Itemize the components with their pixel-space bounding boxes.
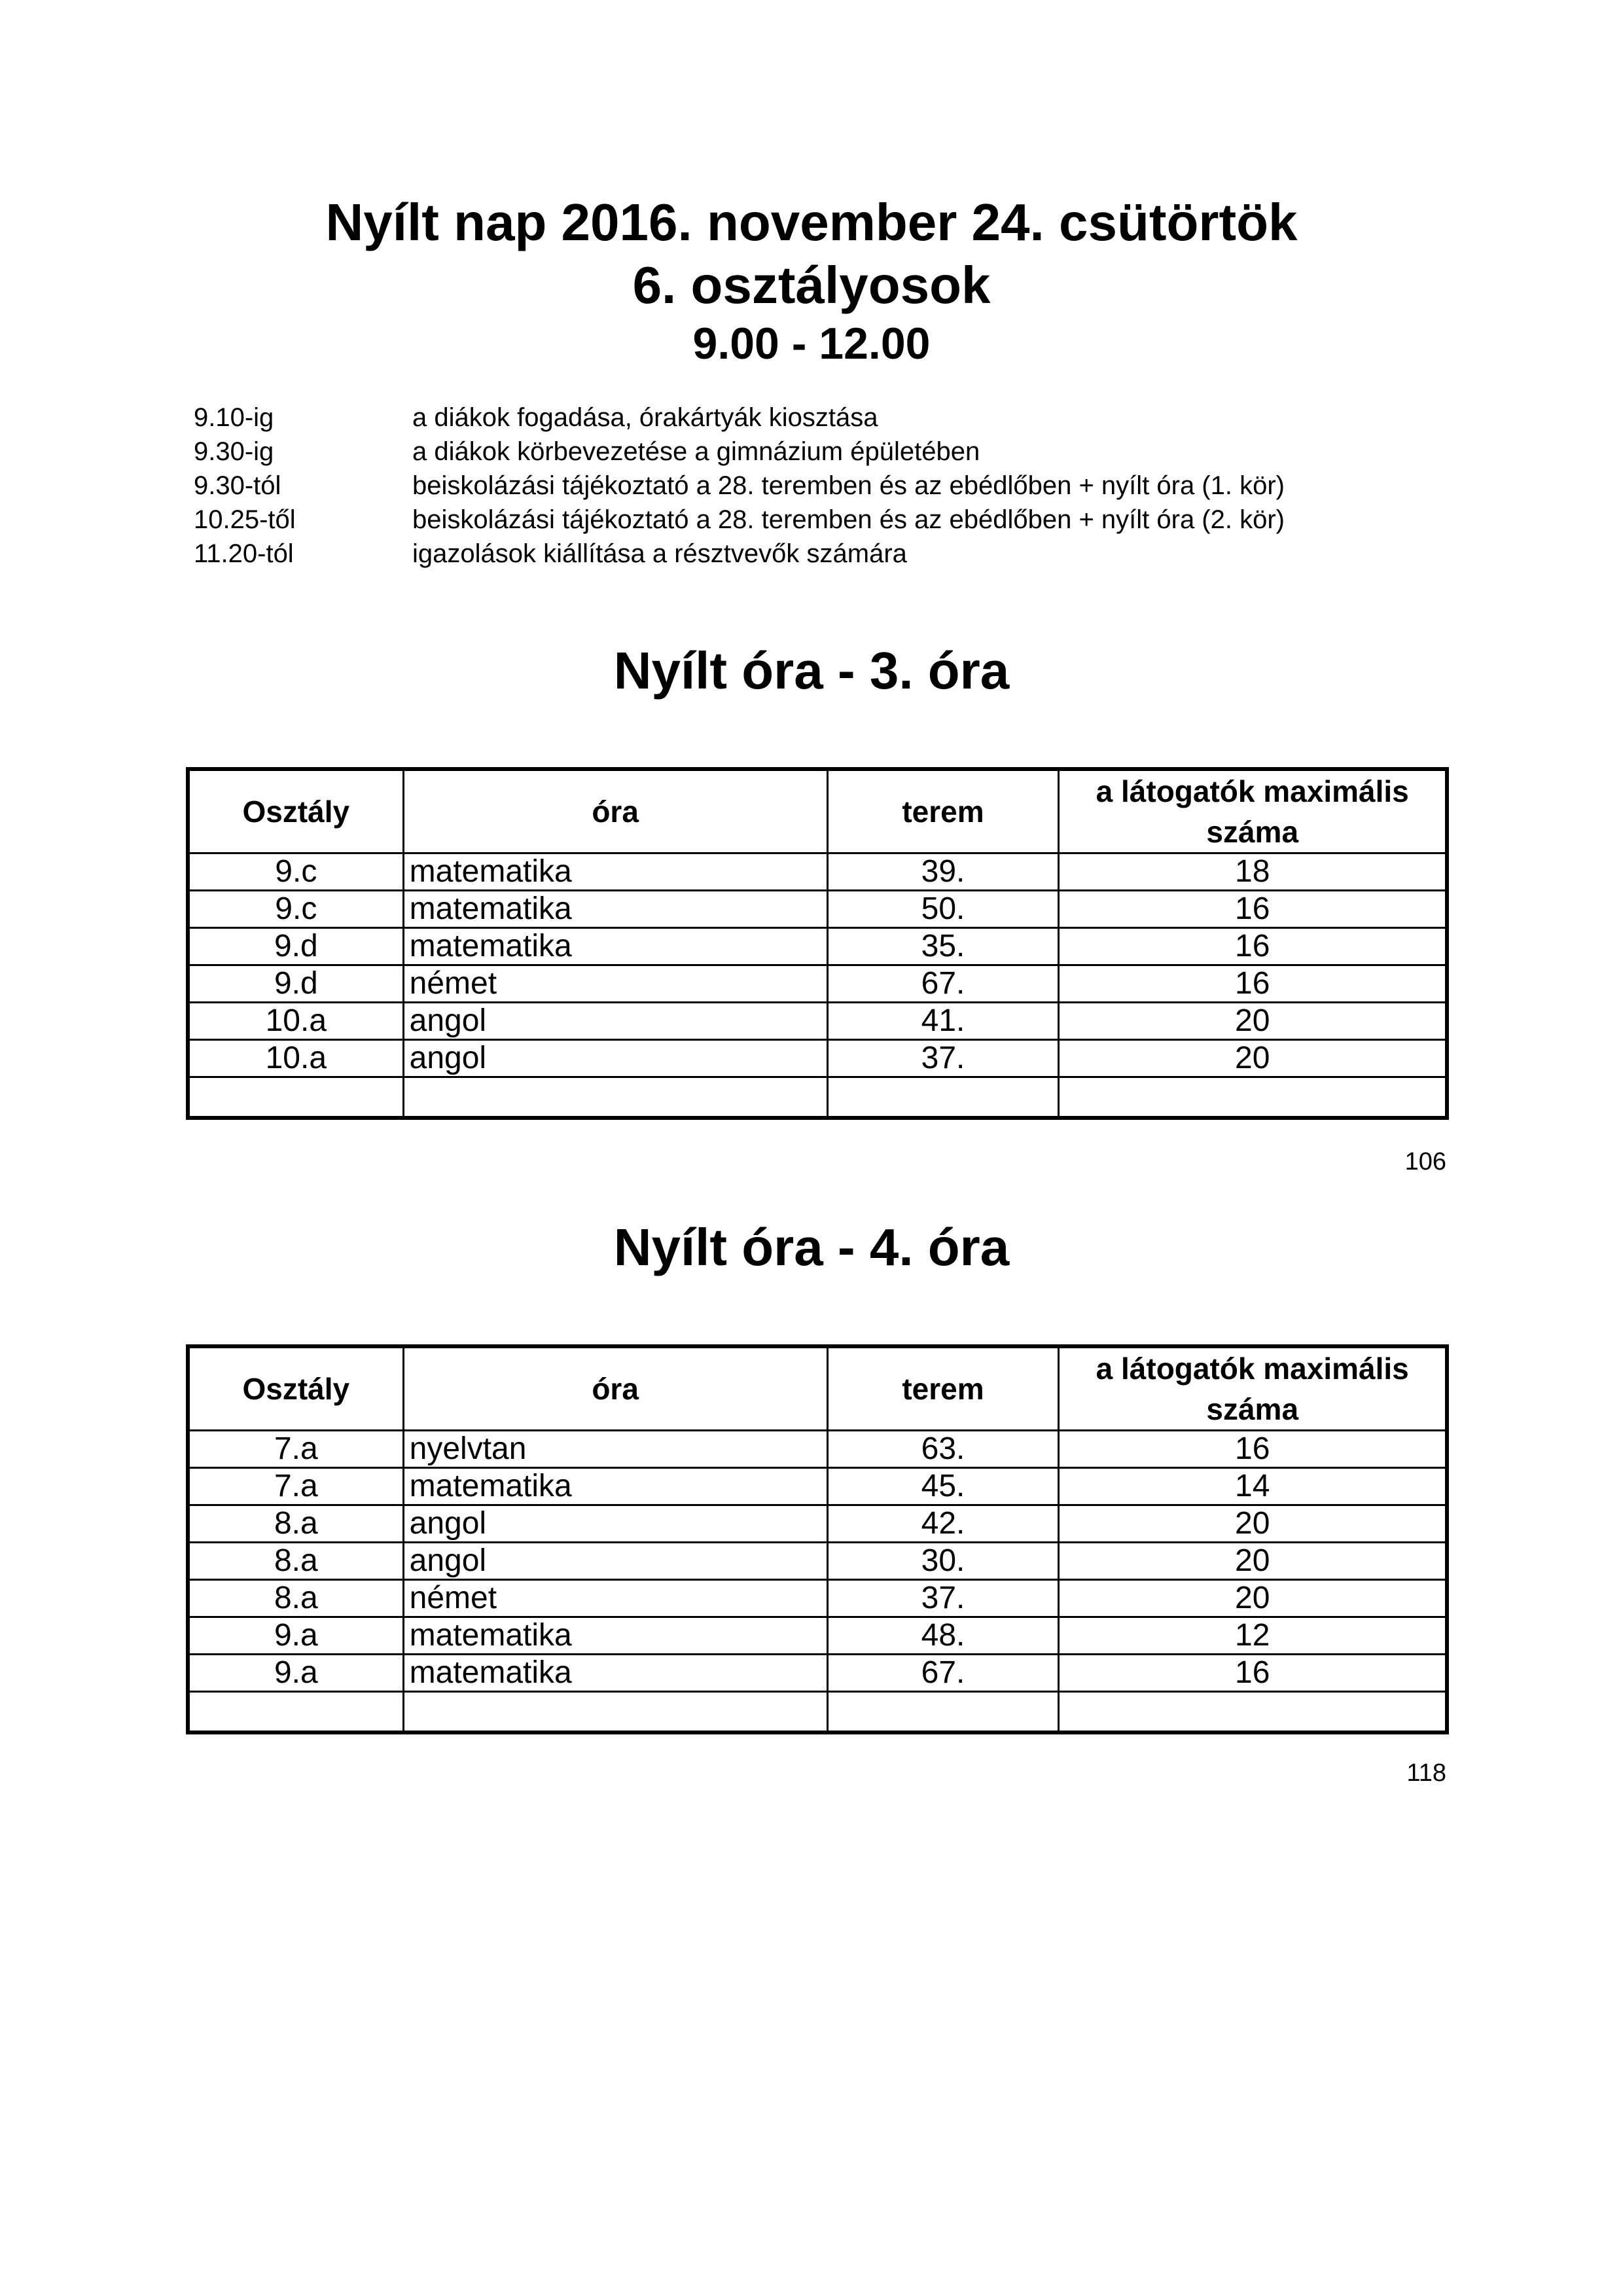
cell-subject: angol — [403, 1040, 827, 1077]
cell-max-visitors: 16 — [1059, 965, 1447, 1003]
cell-class: 8.a — [188, 1543, 403, 1580]
table-row — [188, 965, 1447, 1003]
schedule-description: a diákok körbevezetése a gimnázium épületében — [412, 437, 980, 466]
cell-room: 48. — [827, 1617, 1059, 1655]
visitors-total-3rd-period: 106 — [1404, 1148, 1446, 1175]
column-header-class: Osztály — [188, 1346, 403, 1431]
column-header-class: Osztály — [188, 769, 403, 853]
cell-max-visitors: 16 — [1059, 928, 1447, 965]
cell-max-visitors: 20 — [1059, 1543, 1447, 1580]
cell-room: 37. — [827, 1040, 1059, 1077]
cell-subject: matematika — [403, 1468, 827, 1505]
cell-subject: matematika — [403, 1655, 827, 1692]
column-header-max-visitors-line2: száma — [1206, 815, 1299, 849]
table-row — [188, 1431, 1447, 1468]
cell-max-visitors: 12 — [1059, 1617, 1447, 1655]
table-row — [188, 1003, 1447, 1040]
page-title: Nyílt nap 2016. november 24. csütörtök — [325, 193, 1298, 251]
cell-subject: matematika — [403, 928, 827, 965]
table-row — [188, 1580, 1447, 1617]
table-row-empty — [188, 1077, 1447, 1119]
cell-room: 50. — [827, 891, 1059, 928]
cell-subject: német — [403, 965, 827, 1003]
cell-empty — [1059, 1077, 1447, 1119]
schedule-description: beiskolázási tájékoztató a 28. teremben és az ebédlőben + nyílt óra (1. kör) — [412, 471, 1285, 500]
cell-room: 35. — [827, 928, 1059, 965]
schedule-description: beiskolázási tájékoztató a 28. teremben és az ebédlőben + nyílt óra (2. kör) — [412, 505, 1285, 534]
cell-class: 7.a — [188, 1468, 403, 1505]
table-row — [188, 1505, 1447, 1543]
cell-subject: matematika — [403, 853, 827, 891]
column-header-subject: óra — [403, 769, 827, 853]
schedule-time: 9.30-ig — [194, 437, 274, 466]
cell-empty — [827, 1692, 1059, 1733]
cell-class: 9.a — [188, 1655, 403, 1692]
cell-room: 37. — [827, 1580, 1059, 1617]
cell-room: 42. — [827, 1505, 1059, 1543]
table-row — [188, 1617, 1447, 1655]
column-header-room: terem — [827, 1346, 1059, 1431]
cell-class: 9.d — [188, 965, 403, 1003]
table-header-row — [188, 1346, 1447, 1431]
open-lessons-table-3rd-period — [186, 767, 1449, 1120]
cell-max-visitors: 20 — [1059, 1505, 1447, 1543]
cell-room: 30. — [827, 1543, 1059, 1580]
cell-max-visitors: 16 — [1059, 891, 1447, 928]
cell-room: 67. — [827, 965, 1059, 1003]
cell-max-visitors: 20 — [1059, 1003, 1447, 1040]
table-row — [188, 853, 1447, 891]
column-header-subject: óra — [403, 1346, 827, 1431]
table-header-row — [188, 769, 1447, 853]
page-subtitle: 6. osztályosok — [632, 256, 991, 314]
cell-subject: matematika — [403, 1617, 827, 1655]
cell-subject: nyelvtan — [403, 1431, 827, 1468]
cell-class: 9.d — [188, 928, 403, 965]
schedule-time: 10.25-től — [194, 505, 296, 534]
table-row — [188, 1468, 1447, 1505]
cell-class: 7.a — [188, 1431, 403, 1468]
cell-class: 10.a — [188, 1003, 403, 1040]
column-header-max-visitors-line1: a látogatók maximális — [1096, 1352, 1409, 1386]
cell-class: 8.a — [188, 1580, 403, 1617]
cell-class: 9.c — [188, 853, 403, 891]
cell-max-visitors: 16 — [1059, 1655, 1447, 1692]
cell-empty — [827, 1077, 1059, 1119]
column-header-max-visitors — [1059, 1346, 1447, 1431]
open-lessons-table-4th-period — [186, 1344, 1449, 1734]
section-title-3rd-period: Nyílt óra - 3. óra — [613, 641, 1010, 700]
cell-class: 8.a — [188, 1505, 403, 1543]
cell-max-visitors: 14 — [1059, 1468, 1447, 1505]
table-row — [188, 891, 1447, 928]
cell-room: 67. — [827, 1655, 1059, 1692]
table-row — [188, 1543, 1447, 1580]
cell-class: 10.a — [188, 1040, 403, 1077]
cell-class: 9.c — [188, 891, 403, 928]
cell-empty — [188, 1692, 403, 1733]
cell-empty — [403, 1077, 827, 1119]
schedule-description: igazolások kiállítása a résztvevők számára — [412, 539, 907, 568]
cell-max-visitors: 18 — [1059, 853, 1447, 891]
section-title-4th-period: Nyílt óra - 4. óra — [613, 1218, 1010, 1276]
cell-max-visitors: 20 — [1059, 1040, 1447, 1077]
table-row-empty — [188, 1692, 1447, 1733]
table-row — [188, 1040, 1447, 1077]
table-row — [188, 928, 1447, 965]
column-header-max-visitors-line1: a látogatók maximális — [1096, 774, 1409, 808]
time-range: 9.00 - 12.00 — [692, 319, 931, 368]
cell-subject: német — [403, 1580, 827, 1617]
cell-max-visitors: 20 — [1059, 1580, 1447, 1617]
column-header-max-visitors — [1059, 769, 1447, 853]
schedule-time: 9.30-tól — [194, 471, 281, 500]
cell-room: 39. — [827, 853, 1059, 891]
cell-class: 9.a — [188, 1617, 403, 1655]
cell-empty — [403, 1692, 827, 1733]
cell-max-visitors: 16 — [1059, 1431, 1447, 1468]
visitors-total-4th-period: 118 — [1406, 1759, 1446, 1787]
schedule-time: 11.20-tól — [194, 539, 294, 568]
cell-empty — [1059, 1692, 1447, 1733]
cell-room: 63. — [827, 1431, 1059, 1468]
cell-subject: angol — [403, 1003, 827, 1040]
cell-empty — [188, 1077, 403, 1119]
column-header-room: terem — [827, 769, 1059, 853]
cell-subject: matematika — [403, 891, 827, 928]
column-header-max-visitors-line2: száma — [1206, 1392, 1299, 1426]
cell-room: 41. — [827, 1003, 1059, 1040]
cell-subject: angol — [403, 1505, 827, 1543]
schedule-description: a diákok fogadása, órakártyák kiosztása — [412, 403, 878, 432]
table-row — [188, 1655, 1447, 1692]
cell-room: 45. — [827, 1468, 1059, 1505]
schedule-time: 9.10-ig — [194, 403, 274, 432]
cell-subject: angol — [403, 1543, 827, 1580]
